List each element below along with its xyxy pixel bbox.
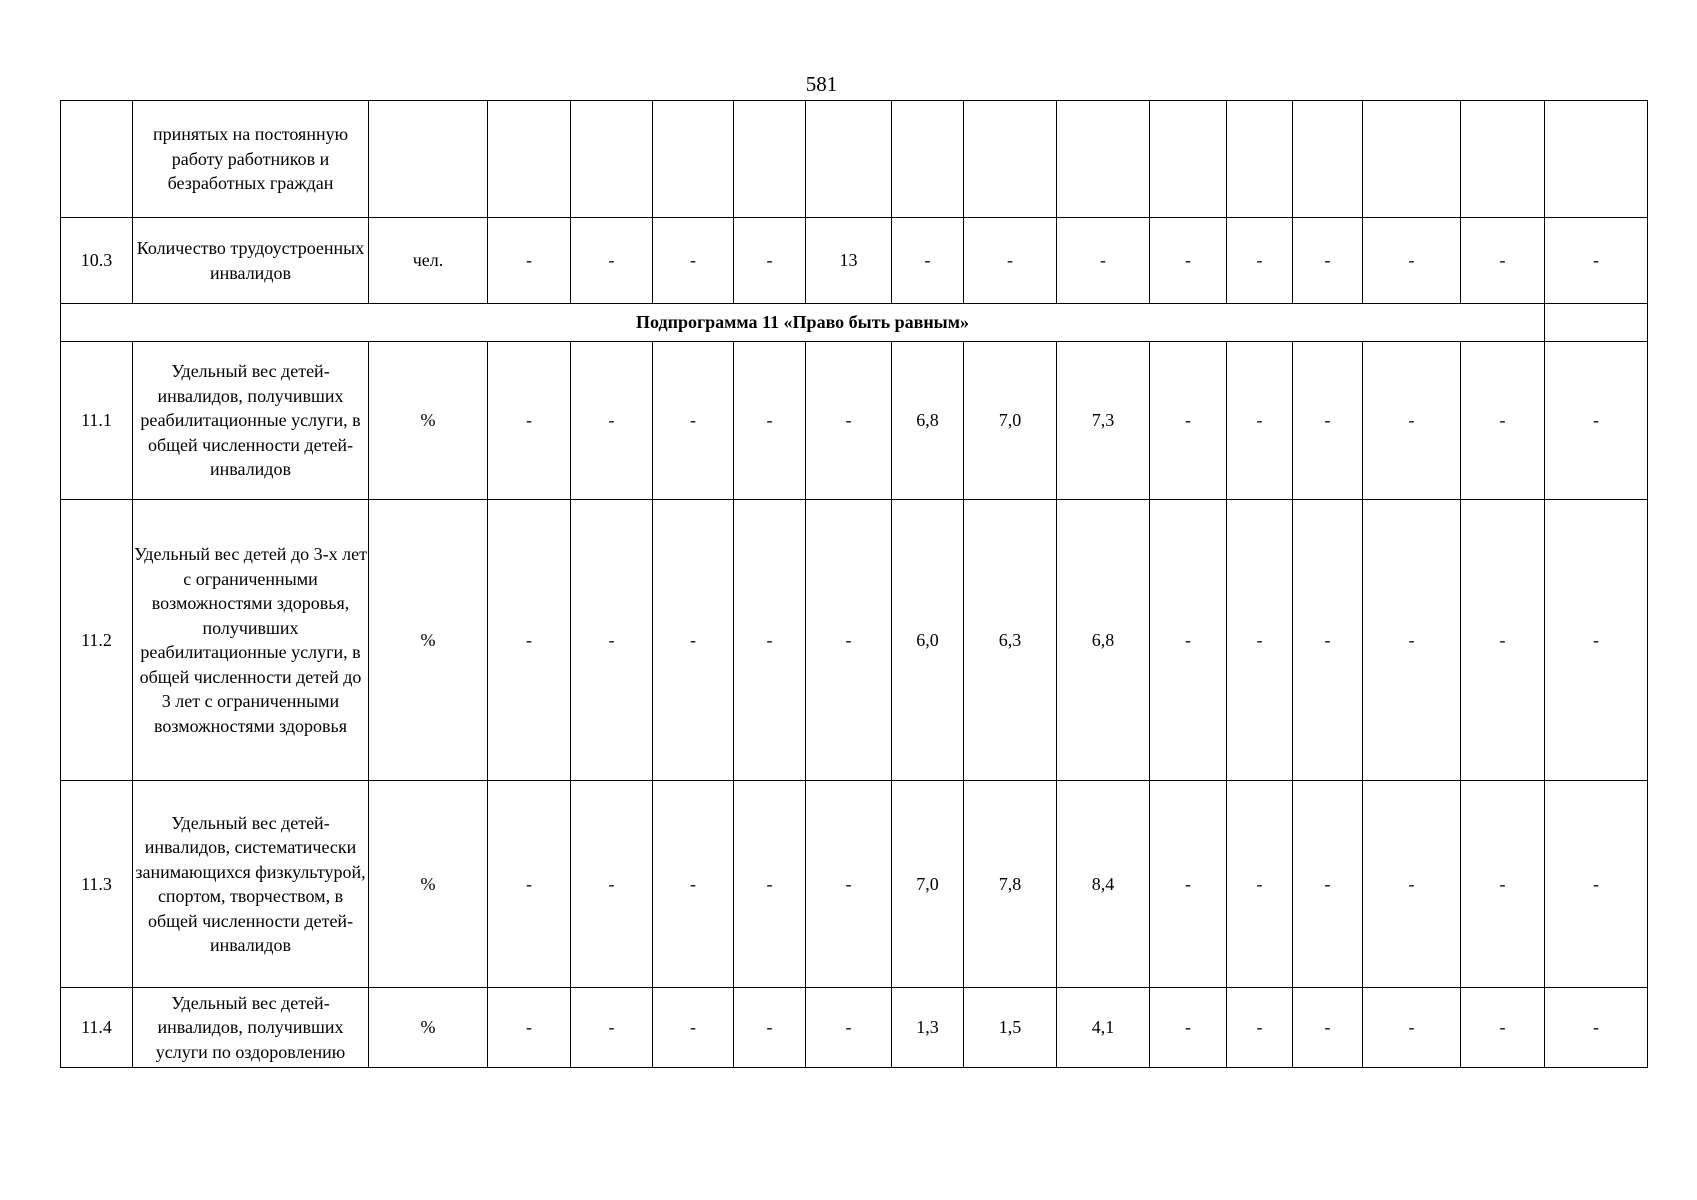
value-cell: - bbox=[734, 988, 806, 1068]
row-description: принятых на постоянную работу работников и безработных граждан bbox=[133, 101, 369, 218]
value-cell: - bbox=[1227, 342, 1293, 500]
value-cell: - bbox=[488, 218, 571, 304]
value-cell: - bbox=[571, 988, 653, 1068]
value-cell: 7,0 bbox=[892, 781, 964, 988]
value-cell: - bbox=[571, 781, 653, 988]
last-cell: - bbox=[1545, 500, 1648, 781]
value-cell: - bbox=[1293, 218, 1363, 304]
value-cell bbox=[1227, 101, 1293, 218]
value-cell: - bbox=[1057, 218, 1150, 304]
value-cell: 4,1 bbox=[1057, 988, 1150, 1068]
value-cell: 7,3 bbox=[1057, 342, 1150, 500]
value-cell: - bbox=[1461, 781, 1545, 988]
value-cell bbox=[488, 101, 571, 218]
value-cell bbox=[892, 101, 964, 218]
value-cell: - bbox=[964, 218, 1057, 304]
value-cell: - bbox=[1227, 988, 1293, 1068]
value-cell: 13 bbox=[806, 218, 892, 304]
row-number: 10.3 bbox=[61, 218, 133, 304]
value-cell bbox=[1057, 101, 1150, 218]
value-cell: - bbox=[1150, 342, 1227, 500]
value-cell bbox=[571, 101, 653, 218]
value-cell: 6,8 bbox=[1057, 500, 1150, 781]
last-cell: - bbox=[1545, 988, 1648, 1068]
value-cell: - bbox=[1461, 500, 1545, 781]
value-cell: - bbox=[892, 218, 964, 304]
value-cell: - bbox=[1150, 988, 1227, 1068]
value-cell: - bbox=[653, 988, 734, 1068]
value-cell: - bbox=[1293, 342, 1363, 500]
value-cell: - bbox=[653, 218, 734, 304]
value-cell: - bbox=[734, 342, 806, 500]
row-description: Количество трудоустроенных инвалидов bbox=[133, 218, 369, 304]
value-cell: - bbox=[1150, 781, 1227, 988]
indicators-table bbox=[60, 100, 1648, 1068]
value-cell: - bbox=[488, 988, 571, 1068]
value-cell: 1,3 bbox=[892, 988, 964, 1068]
value-cell: - bbox=[1461, 988, 1545, 1068]
value-cell: 7,8 bbox=[964, 781, 1057, 988]
value-cell: - bbox=[653, 342, 734, 500]
row-unit: чел. bbox=[369, 218, 488, 304]
value-cell: - bbox=[571, 342, 653, 500]
value-cell: - bbox=[1461, 218, 1545, 304]
value-cell: 8,4 bbox=[1057, 781, 1150, 988]
value-cell: - bbox=[1150, 500, 1227, 781]
row-unit: % bbox=[369, 781, 488, 988]
value-cell: - bbox=[653, 781, 734, 988]
section-title: Подпрограмма 11 «Право быть равным» bbox=[61, 304, 1545, 342]
value-cell: - bbox=[1363, 342, 1461, 500]
row-unit: % bbox=[369, 342, 488, 500]
value-cell: - bbox=[734, 781, 806, 988]
row-number: 11.1 bbox=[61, 342, 133, 500]
value-cell: - bbox=[1363, 988, 1461, 1068]
last-cell bbox=[1545, 101, 1648, 218]
value-cell: 7,0 bbox=[964, 342, 1057, 500]
value-cell bbox=[734, 101, 806, 218]
value-cell: - bbox=[1227, 218, 1293, 304]
last-cell: - bbox=[1545, 781, 1648, 988]
value-cell: - bbox=[1293, 988, 1363, 1068]
value-cell: - bbox=[488, 500, 571, 781]
value-cell: - bbox=[571, 500, 653, 781]
value-cell: - bbox=[1461, 342, 1545, 500]
last-cell bbox=[1545, 304, 1648, 342]
table-row-11-1 bbox=[61, 342, 1648, 500]
value-cell: - bbox=[488, 342, 571, 500]
value-cell: - bbox=[1150, 218, 1227, 304]
row-number-cell bbox=[61, 101, 133, 218]
value-cell: - bbox=[734, 218, 806, 304]
value-cell: 6,8 bbox=[892, 342, 964, 500]
value-cell: - bbox=[806, 781, 892, 988]
value-cell: - bbox=[806, 988, 892, 1068]
row-number: 11.2 bbox=[61, 500, 133, 781]
row-unit: % bbox=[369, 500, 488, 781]
value-cell: 6,0 bbox=[892, 500, 964, 781]
table-row-11-2 bbox=[61, 500, 1648, 781]
value-cell: - bbox=[734, 500, 806, 781]
table-row-11-3 bbox=[61, 781, 1648, 988]
row-number: 11.4 bbox=[61, 988, 133, 1068]
value-cell bbox=[1150, 101, 1227, 218]
value-cell bbox=[653, 101, 734, 218]
value-cell: - bbox=[806, 500, 892, 781]
value-cell: - bbox=[1293, 500, 1363, 781]
row-description: Удельный вес детей до 3-х лет с ограниченными возможностями здоровья, получивших реабилитационные услуги, в общей численности детей до 3 лет с ограниченными возможностями здоровья bbox=[133, 500, 369, 781]
value-cell: - bbox=[1227, 781, 1293, 988]
value-cell: - bbox=[653, 500, 734, 781]
value-cell: - bbox=[806, 342, 892, 500]
table-row-10-3 bbox=[61, 218, 1648, 304]
value-cell: - bbox=[1363, 500, 1461, 781]
value-cell bbox=[1461, 101, 1545, 218]
row-description: Удельный вес детей-инвалидов, получивших реабилитационные услуги, в общей численности детей-инвалидов bbox=[133, 342, 369, 500]
last-cell: - bbox=[1545, 342, 1648, 500]
table-row-continuation bbox=[61, 101, 1648, 218]
value-cell bbox=[1363, 101, 1461, 218]
section-row bbox=[61, 304, 1648, 342]
value-cell: - bbox=[1293, 781, 1363, 988]
last-cell: - bbox=[1545, 218, 1648, 304]
row-description: Удельный вес детей-инвалидов, систематически занимающихся физкультурой, спортом, творчеством, в общей численности детей-инвалидов bbox=[133, 781, 369, 988]
value-cell: 6,3 bbox=[964, 500, 1057, 781]
value-cell: - bbox=[571, 218, 653, 304]
row-description: Удельный вес детей-инвалидов, получивших услуги по оздоровлению bbox=[133, 988, 369, 1068]
page-number: 581 bbox=[805, 72, 838, 96]
value-cell: - bbox=[1363, 218, 1461, 304]
row-unit: % bbox=[369, 988, 488, 1068]
value-cell bbox=[1293, 101, 1363, 218]
value-cell: - bbox=[488, 781, 571, 988]
value-cell bbox=[964, 101, 1057, 218]
unit-cell bbox=[369, 101, 488, 218]
value-cell: - bbox=[1227, 500, 1293, 781]
table-row-11-4 bbox=[61, 988, 1648, 1068]
row-number: 11.3 bbox=[61, 781, 133, 988]
value-cell: 1,5 bbox=[964, 988, 1057, 1068]
value-cell: - bbox=[1363, 781, 1461, 988]
value-cell bbox=[806, 101, 892, 218]
